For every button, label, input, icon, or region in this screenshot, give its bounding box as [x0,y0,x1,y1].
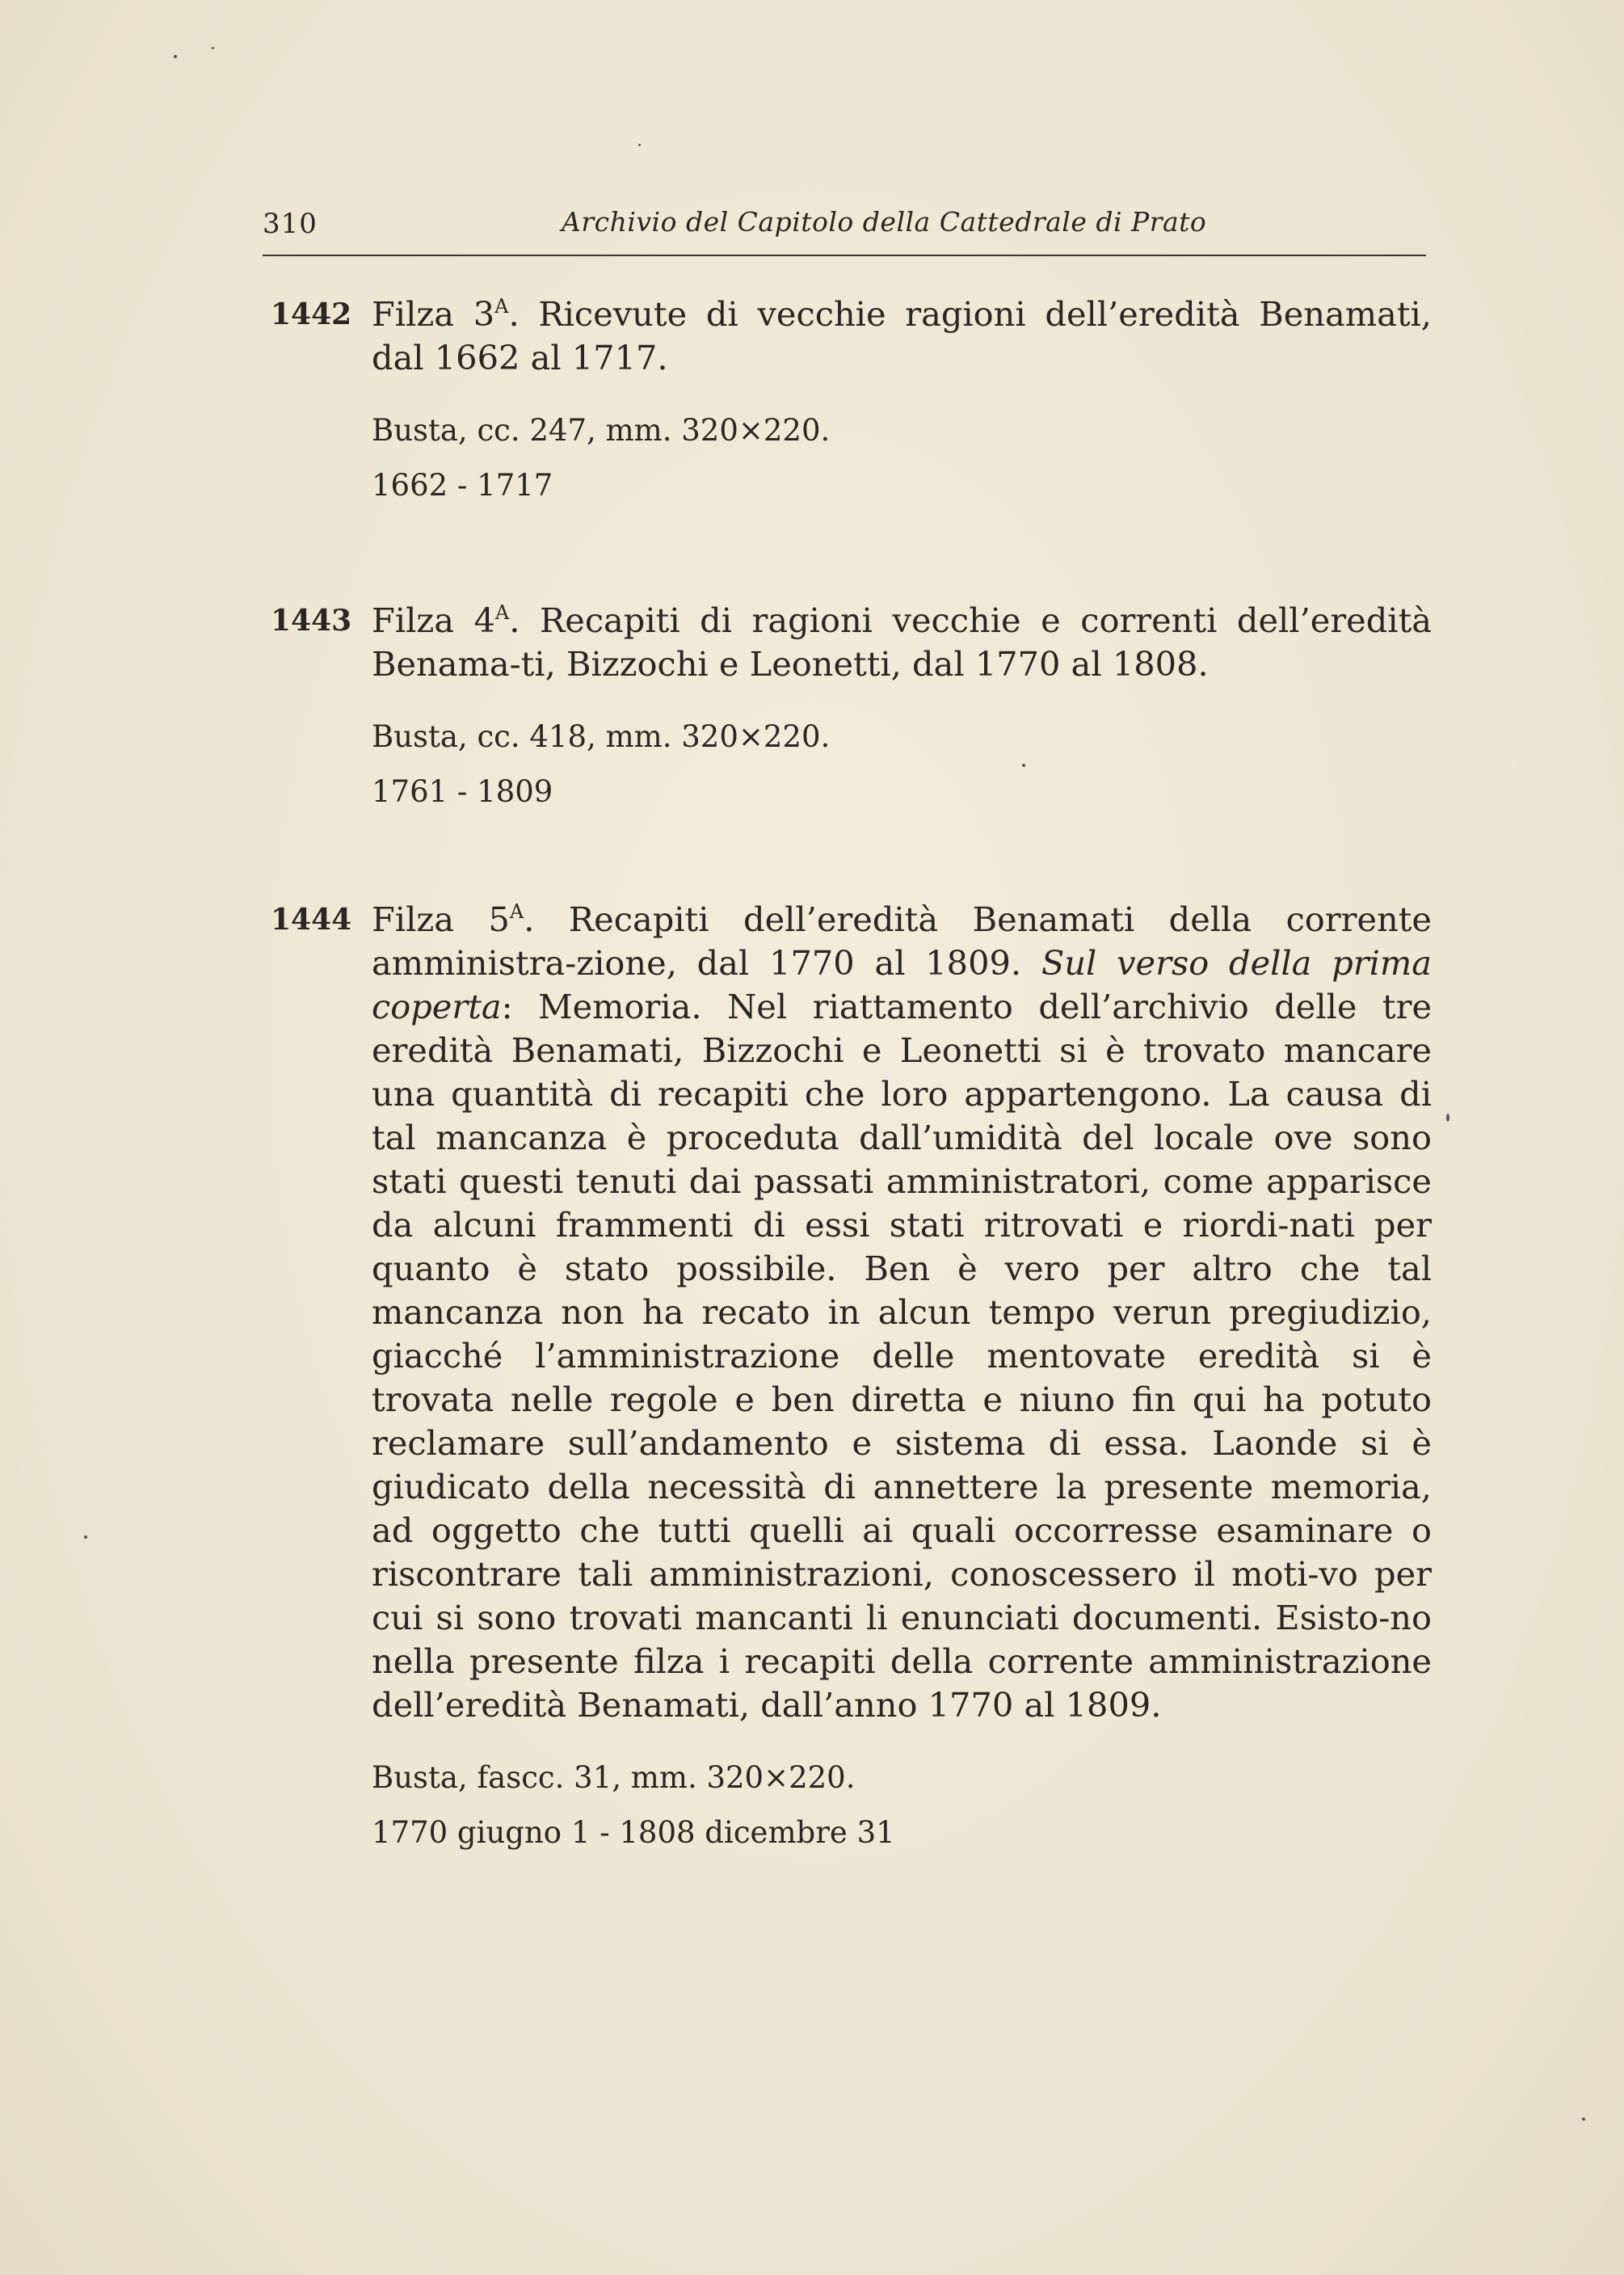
running-title: Archivio del Capitolo della Cattedrale di Prato [562,206,1207,238]
paper-speck [84,1536,87,1539]
entry-description [372,293,1432,380]
filza-ordinal: 3 [473,294,495,334]
entry-description [372,599,1432,686]
paper-speck [212,47,214,49]
entry-number: 1442 [271,297,352,331]
filza-label: Filza [372,899,454,939]
filza-label: Filza [372,600,454,640]
italic-quote-label: Sul verso della prima coperta [372,943,1432,1026]
description-text: . Recapiti di ragioni vecchie e correnti dell’eredità Benama-ti, Bizzochi e Leonetti, dal 1770 al 1808. [372,600,1432,684]
paper-speck [174,55,177,58]
ordinal-superscript: A [509,900,524,923]
date-range: 1770 giugno 1 - 1808 dicembre 31 [372,1815,895,1850]
physical-description: Busta, cc. 247, mm. 320×220. [372,413,831,448]
physical-description: Busta, fascc. 31, mm. 320×220. [372,1760,856,1795]
paper-speck [1582,2117,1585,2121]
date-range: 1761 - 1809 [372,774,553,809]
filza-ordinal: 5 [488,899,510,939]
date-range: 1662 - 1717 [372,468,553,503]
entry-body [372,599,1432,814]
ordinal-superscript: A [494,295,509,318]
description-text: . Recapiti dell’eredità Benamati della corrente amministra-zione, dal 1770 al 1809. [372,899,1432,983]
memoria-text: : Memoria. Nel riattamento dell’archivio delle tre eredità Benamati, Bizzochi e Leonetti si è trovato mancare una quantità di recapiti che loro appartengono. La causa di tal mancanza è proceduta dall’umidità del locale ove sono stati questi tenuti dai passati amministratori, come apparisce da alcuni frammenti di essi stati ritrovati e riordi-nati per quanto è stato possibile. Ben è vero per altro che tal mancanza non ha recato in alcun tempo verun pregiudizio, giacché l’amministrazione delle mentovate eredità si è trovata nelle regole e ben diretta e niuno fin qui ha potuto reclamare sull’andamento e sistema di essa. Laonde si è giudicato della necessità di annettere la presente memoria, ad oggetto che tutti quelli ai quali occorresse esaminare o riscontrare tali amministrazioni, conoscessero il moti-vo per cui si sono trovati mancanti li enunciati documenti. Esisto-no nella presente filza i recapiti della corrente amministrazione dell’eredità Benamati, dall’anno 1770 al 1809. [372,987,1432,1725]
page-header [263,206,1426,256]
paper-speck [1446,1114,1449,1122]
physical-description: Busta, cc. 418, mm. 320×220. [372,719,831,754]
entry-description [372,898,1432,1727]
filza-ordinal: 4 [473,600,495,640]
entry-body [372,898,1432,1855]
entry-number: 1443 [271,604,352,638]
ordinal-superscript: A [494,601,510,624]
paper-speck [638,144,641,146]
description-text: . Ricevute di vecchie ragioni dell’eredità Benamati, dal 1662 al 1717. [372,294,1432,377]
paper-speck [1022,764,1025,767]
entry-body [372,293,1432,508]
filza-label: Filza [372,294,454,334]
page-number: 310 [263,208,318,240]
entry-number: 1444 [271,903,352,937]
